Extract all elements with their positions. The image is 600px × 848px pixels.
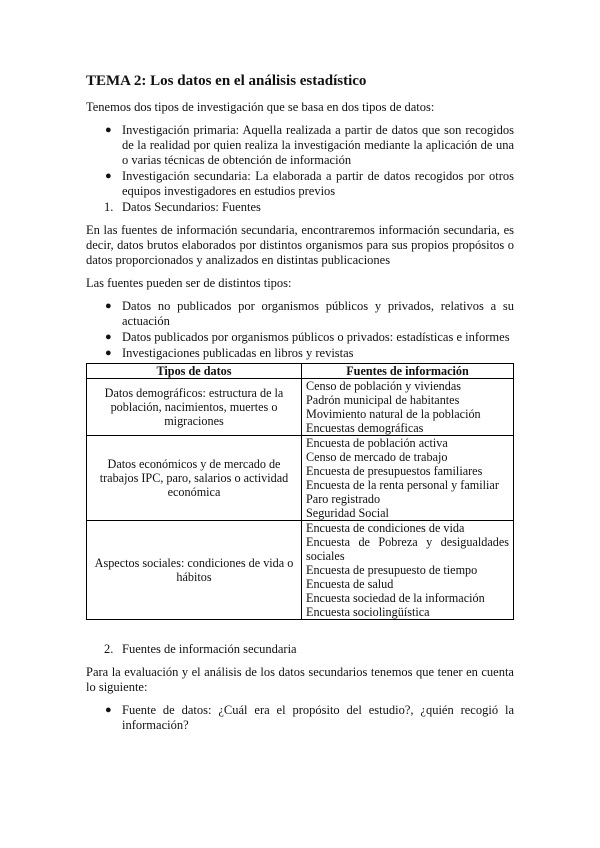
bullet-icon: ● [105, 124, 112, 136]
list-item: ● Investigación secundaria: La elaborada a partir de datos recogidos por otros equipos investigadores en estudios previos [105, 169, 514, 198]
list-item: ● Datos no publicados por organismos públicos y privados, relativos a su actuación [105, 299, 514, 328]
source-types-intro: Las fuentes pueden ser de distintos tipos: [86, 276, 292, 290]
intro-paragraph: Tenemos dos tipos de investigación que se basa en dos tipos de datos: [86, 100, 435, 114]
section-1-heading: 1. Datos Secundarios: Fuentes [104, 200, 261, 214]
bullet-icon: ● [105, 347, 112, 359]
column-header-types: Tipos de datos [87, 364, 302, 379]
list-item: ● Fuente de datos: ¿Cuál era el propósito del estudio?, ¿quién recogió la información? [105, 703, 514, 732]
table-row [87, 521, 514, 620]
bullet-icon: ● [105, 331, 112, 343]
investigation-types-list [86, 123, 514, 199]
table-row [87, 436, 514, 521]
list-item: ● Datos publicados por organismos públicos o privados: estadísticas e informes [105, 330, 510, 344]
bullet-icon: ● [105, 300, 112, 312]
sources-cell: Censo de población y viviendas Padrón municipal de habitantes Movimiento natural de la población Encuestas demográficas [302, 379, 514, 436]
evaluation-paragraph: Para la evaluación y el análisis de los datos secundarios tenemos que tener en cuenta lo siguiente: [86, 665, 514, 694]
bullet-icon: ● [105, 170, 112, 182]
data-type-cell: Aspectos sociales: condiciones de vida o hábitos [87, 521, 302, 620]
sources-cell: Encuesta de población activa Censo de mercado de trabajo Encuesta de presupuestos familiares Encuesta de la renta personal y familiar Paro registrado Seguridad Social [302, 436, 514, 521]
sources-cell: Encuesta de condiciones de vida Encuesta de Pobreza y desigualdades sociales Encuesta de presupuesto de tiempo Encuesta de salud Encuesta sociedad de la información Encuesta sociolingüística [302, 521, 514, 620]
document-page [86, 72, 514, 734]
secondary-sources-paragraph: En las fuentes de información secundaria, encontraremos información secundaria, es decir, datos brutos elaborados por distintos organismos para sus propios propósitos o datos proporcionados y analizados en distintas publicaciones [86, 223, 514, 267]
data-sources-table [86, 363, 514, 620]
page-title: TEMA 2: Los datos en el análisis estadístico [86, 73, 367, 89]
section-2-heading: 2. Fuentes de información secundaria [104, 642, 297, 656]
data-type-cell: Datos económicos y de mercado de trabajos IPC, paro, salarios o actividad económica [87, 436, 302, 521]
column-header-sources: Fuentes de información [302, 364, 514, 379]
table-row [87, 379, 514, 436]
data-type-cell: Datos demográficos: estructura de la población, nacimientos, muertes o migraciones [87, 379, 302, 436]
source-types-list [86, 299, 514, 361]
list-item: ● Investigaciones publicadas en libros y revistas [105, 346, 354, 360]
bullet-icon: ● [105, 704, 112, 716]
table-header-row [87, 364, 514, 379]
list-item: ● Investigación primaria: Aquella realizada a partir de datos que son recogidos de la realidad por quien realiza la investigación mediante la aplicación de una o varias técnicas de obtención de información [105, 123, 514, 167]
evaluation-list [86, 703, 514, 733]
